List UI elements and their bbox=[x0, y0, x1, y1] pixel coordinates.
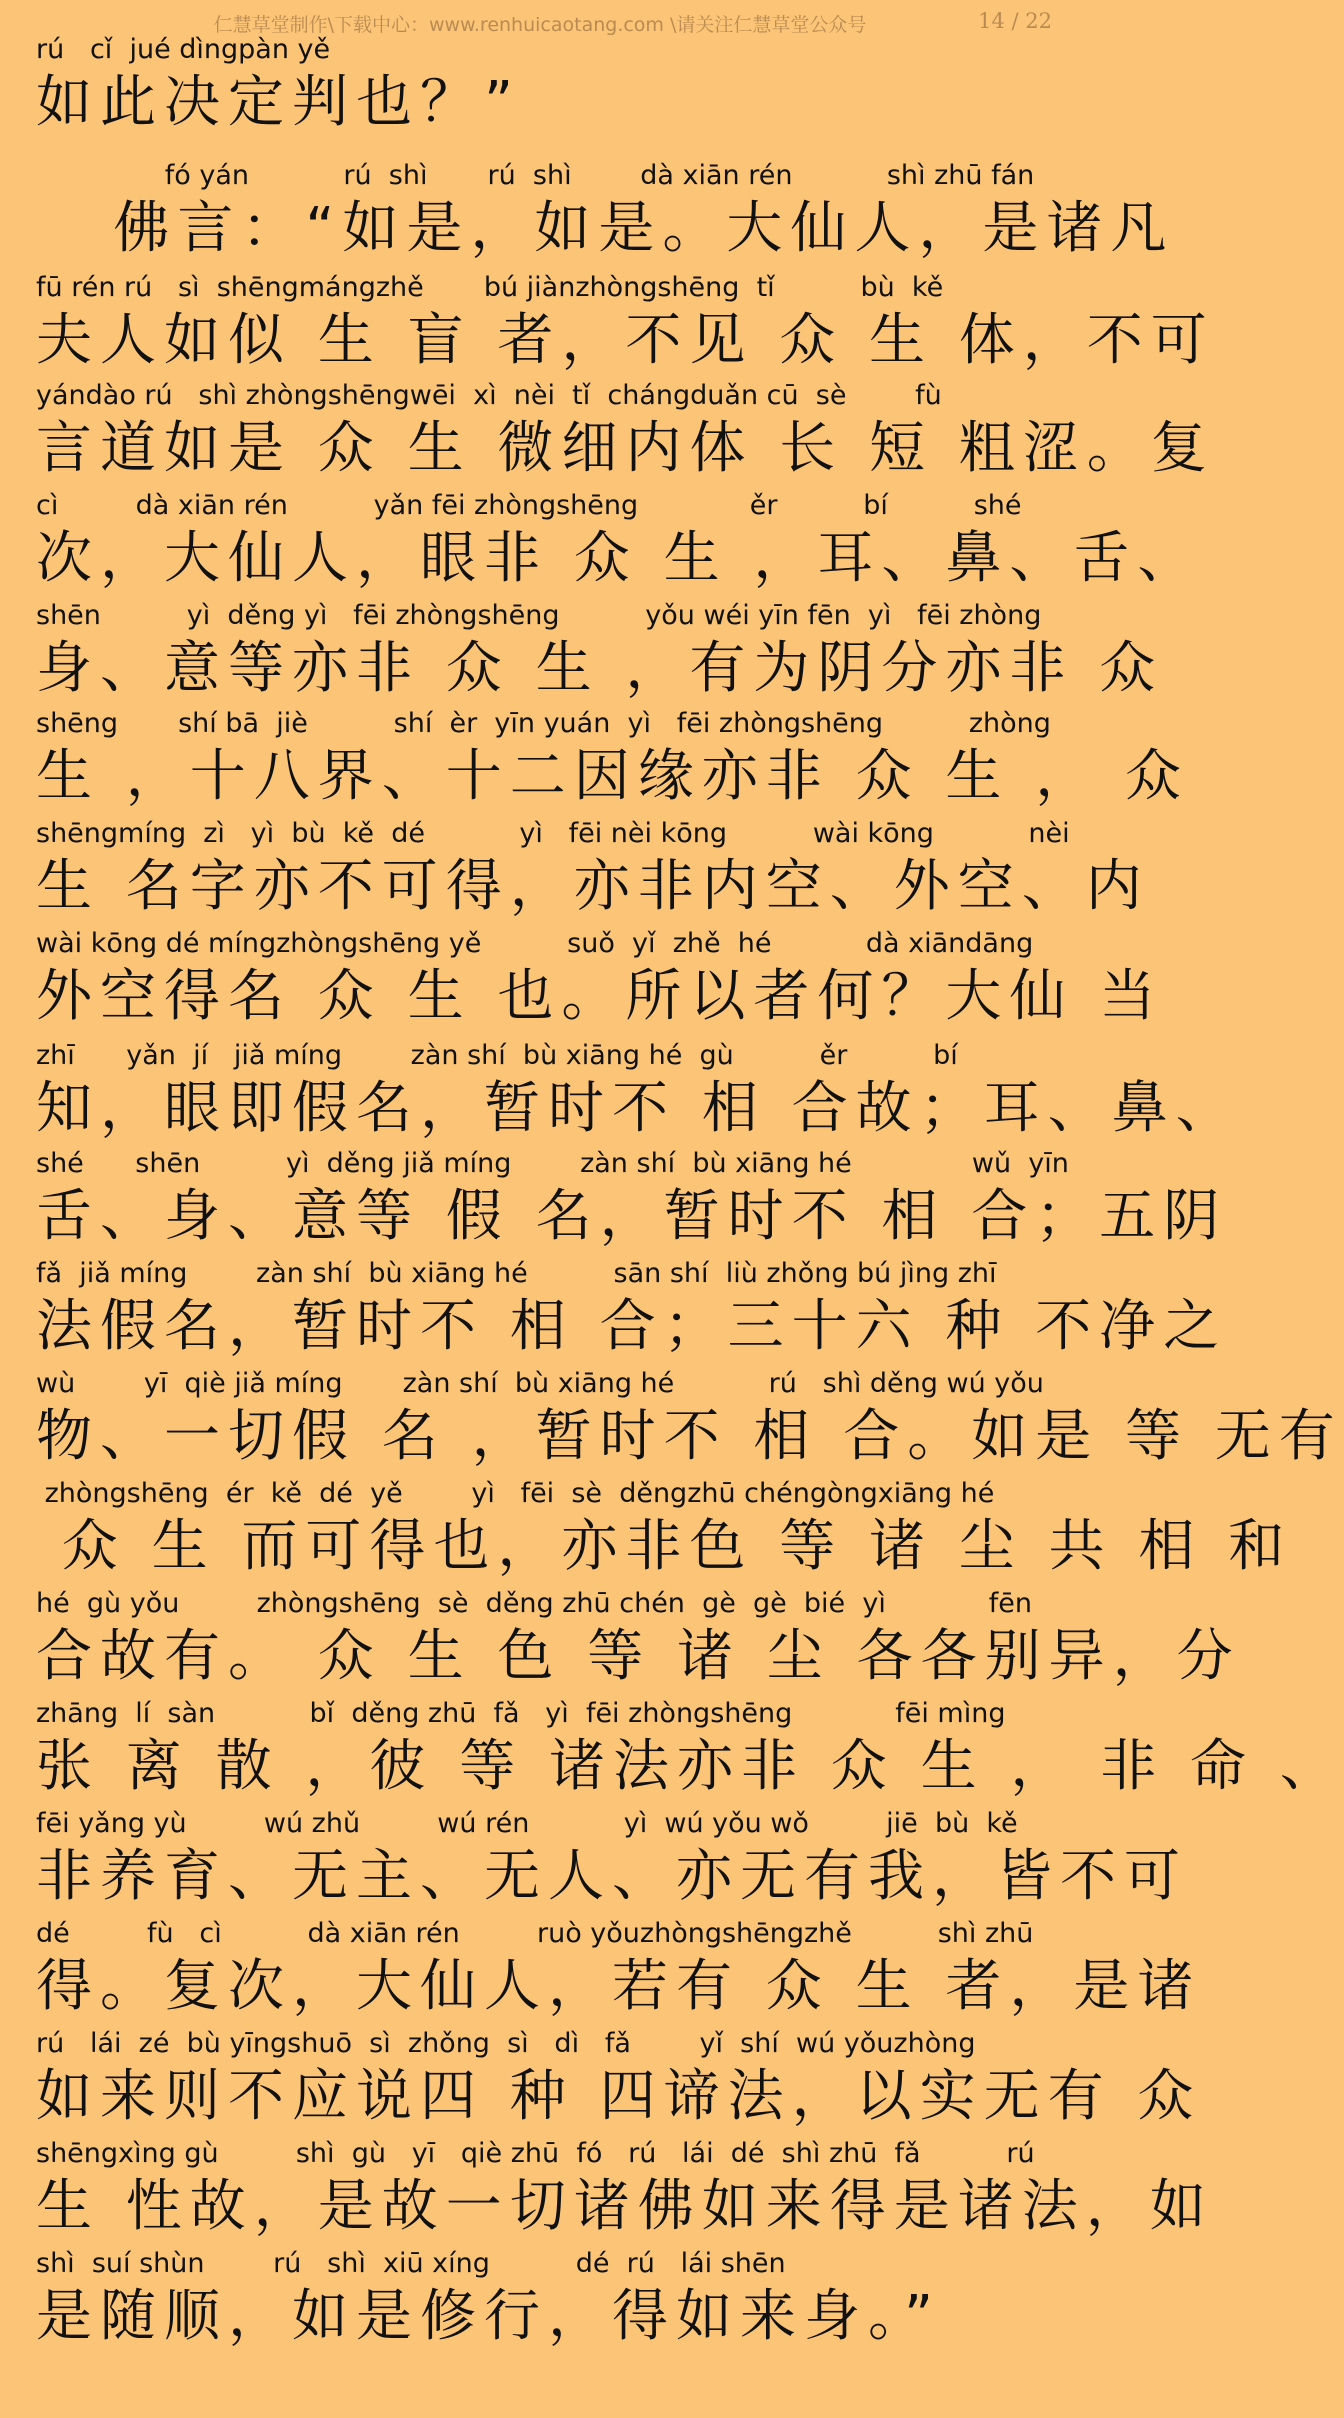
pinyin-line: zhī yǎn jí jiǎ míng zàn shí bù xiāng hé gù ěr bí bbox=[36, 1040, 958, 1071]
text-line bbox=[36, 708, 1190, 820]
hanzi-line: 合故有。 众 生 色 等 诸 尘 各各别异，分 bbox=[36, 1624, 1241, 1689]
hanzi-line: 张 离 散 ，彼 等 诸法亦非 众 生 ， 非 命 、 bbox=[36, 1734, 1344, 1799]
text-line bbox=[36, 2028, 1202, 2140]
hanzi-line: 如此决定判也？” bbox=[36, 70, 522, 135]
hanzi-line: 众 生 而可得也，亦非色 等 诸 尘 共 相 和 bbox=[36, 1514, 1293, 1579]
pinyin-line: fó yán rú shì rú shì dà xiān rén shì zhū fán bbox=[36, 160, 1035, 191]
pinyin-line: fǎ jiǎ míng zàn shí bù xiāng hé sān shí liù zhǒng bú jìng zhī bbox=[36, 1258, 997, 1289]
pinyin-line: wài kōng dé míngzhòngshēng yě suǒ yǐ zhě hé dà xiāndāng bbox=[36, 928, 1034, 959]
text-line bbox=[36, 34, 1044, 146]
text-line bbox=[36, 1588, 1241, 1700]
hanzi-line: 身、意等亦非 众 生 ，有为阴分亦非 众 bbox=[36, 636, 1164, 701]
hanzi-line: 生 性故，是故一切诸佛如来得是诸法，如 bbox=[36, 2174, 1214, 2239]
text-line bbox=[36, 1918, 1202, 2030]
hanzi-line: 言道如是 众 生 微细内体 长 短 粗涩。复 bbox=[36, 416, 1215, 481]
hanzi-line: 生 ，十八界、十二因缘亦非 众 生 ， 众 bbox=[36, 744, 1190, 809]
text-line bbox=[36, 1698, 1344, 1810]
pinyin-line: shé shēn yì děng jiǎ míng zàn shí bù xiāng hé wǔ yīn bbox=[36, 1148, 1069, 1179]
pinyin-line: shì suí shùn rú shì xiū xíng dé rú lái shēn bbox=[36, 2248, 786, 2279]
text-line bbox=[36, 160, 1175, 272]
pinyin-line: rú lái zé bù yīngshuō sì zhǒng sì dì fǎ yǐ shí wú yǒuzhòng bbox=[36, 2028, 976, 2059]
hanzi-line: 知，眼即假名，暂时不 相 合故；耳、鼻、 bbox=[36, 1076, 1240, 1141]
text-line bbox=[36, 380, 1215, 492]
pinyin-line: zhāng lí sàn bǐ děng zhū fǎ yì fēi zhòngshēng fēi mìng bbox=[36, 1698, 1006, 1729]
text-line bbox=[36, 818, 1150, 930]
hanzi-line: 夫人如似 生 盲 者，不见 众 生 体，不可 bbox=[36, 308, 1215, 373]
hanzi-line: 如来则不应说四 种 四谛法，以实无有 众 bbox=[36, 2064, 1202, 2129]
source-watermark: 仁慧草堂制作\下载中心：www.renhuicaotang.com \请关注仁慧草堂公众号 bbox=[213, 14, 867, 36]
pinyin-line: wù yī qiè jiǎ míng zàn shí bù xiāng hé rú shì děng wú yǒu bbox=[36, 1368, 1044, 1399]
pinyin-line: fū rén rú sì shēngmángzhě bú jiànzhòngshēng tǐ bù kě bbox=[36, 272, 944, 303]
hanzi-line: 得。复次，大仙人，若有 众 生 者，是诸 bbox=[36, 1954, 1202, 2019]
text-line bbox=[36, 1478, 1293, 1590]
hanzi-line: 非养育、无主、无人、亦无有我，皆不可 bbox=[36, 1844, 1188, 1909]
pinyin-line: dé fù cì dà xiān rén ruò yǒuzhòngshēngzhě shì zhū bbox=[36, 1918, 1034, 1949]
pinyin-line: zhòngshēng ér kě dé yě yì fēi sè děngzhū chéngòngxiāng hé bbox=[36, 1478, 995, 1509]
pinyin-line: cì dà xiān rén yǎn fēi zhòngshēng ěr bí shé bbox=[36, 490, 1022, 521]
page-number: 14 / 22 bbox=[978, 9, 1052, 33]
pinyin-line: shēng shí bā jiè shí èr yīn yuán yì fēi zhòngshēng zhòng bbox=[36, 708, 1051, 739]
hanzi-line: 物、一切假 名 ，暂时不 相 合。如是 等 无有 bbox=[36, 1404, 1343, 1469]
pinyin-line: hé gù yǒu zhòngshēng sè děng zhū chén gè gè bié yì fēn bbox=[36, 1588, 1033, 1619]
pinyin-line: rú cǐ jué dìngpàn yě bbox=[36, 34, 331, 65]
text-line bbox=[36, 490, 1202, 602]
text-line bbox=[36, 928, 1164, 1040]
text-line bbox=[36, 1368, 1343, 1480]
text-line bbox=[36, 2248, 1044, 2360]
text-line bbox=[36, 1258, 1228, 1370]
text-line bbox=[36, 1808, 1188, 1920]
text-line bbox=[36, 1148, 1228, 1260]
pinyin-line: shēn yì děng yì fēi zhòngshēng yǒu wéi yīn fēn yì fēi zhòng bbox=[36, 600, 1042, 631]
hanzi-line: 舌、身、意等 假 名，暂时不 相 合；五阴 bbox=[36, 1184, 1228, 1249]
pinyin-line: shēngmíng zì yì bù kě dé yì fēi nèi kōng wài kōng nèi bbox=[36, 818, 1070, 849]
pinyin-line: shēngxìng gù shì gù yī qiè zhū fó rú lái dé shì zhū fǎ rú bbox=[36, 2138, 1035, 2169]
hanzi-line: 佛言：“如是，如是。大仙人，是诸凡 bbox=[36, 196, 1175, 261]
hanzi-line: 外空得名 众 生 也。所以者何？大仙 当 bbox=[36, 964, 1164, 1029]
hanzi-line: 生 名字亦不可得，亦非内空、外空、内 bbox=[36, 854, 1150, 919]
hanzi-line: 次，大仙人，眼非 众 生 ，耳、鼻、舌、 bbox=[36, 526, 1202, 591]
hanzi-line: 是随顺，如是修行，得如来身。” bbox=[36, 2284, 942, 2349]
text-line bbox=[36, 600, 1164, 712]
text-line bbox=[36, 2138, 1214, 2250]
hanzi-line: 法假名，暂时不 相 合；三十六 种 不净之 bbox=[36, 1294, 1228, 1359]
pinyin-line: yándào rú shì zhòngshēngwēi xì nèi tǐ chángduǎn cū sè fù bbox=[36, 380, 942, 411]
pinyin-line: fēi yǎng yù wú zhǔ wú rén yì wú yǒu wǒ jiē bù kě bbox=[36, 1808, 1018, 1839]
text-line bbox=[36, 272, 1215, 384]
text-line bbox=[36, 1040, 1240, 1152]
